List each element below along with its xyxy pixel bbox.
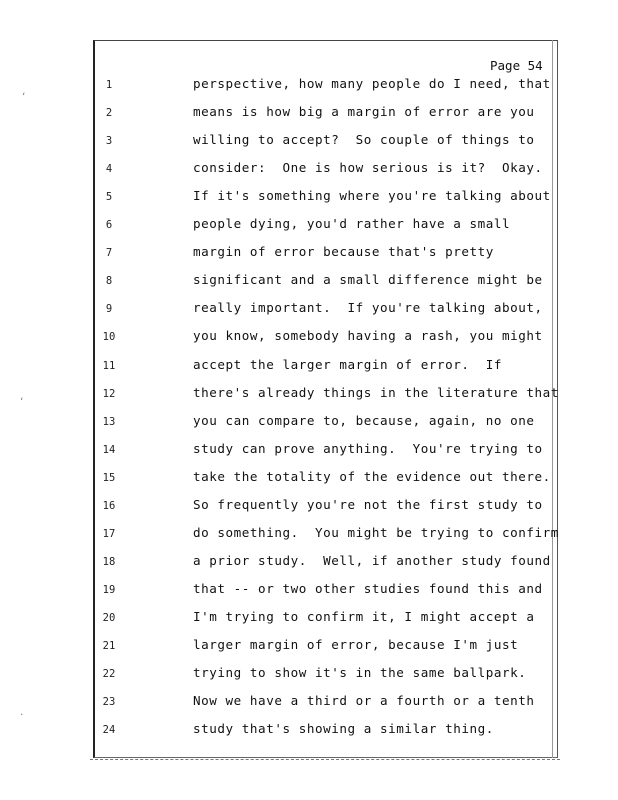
line-text: consider: One is how serious is it? Okay. [193,160,543,176]
line-number: 17 [102,527,116,540]
line-number: 6 [105,219,113,232]
line-number: 14 [102,443,116,456]
line-text: So frequently you're not the first study to [193,496,543,512]
line-number: 4 [105,163,113,176]
line-text: means is how big a margin of error are you [193,104,535,120]
transcript-line [0,553,618,571]
line-text: you know, somebody having a rash, you might [193,328,543,344]
transcript-line [0,469,618,487]
line-number: 18 [102,555,116,568]
transcript-line [0,104,618,122]
scan-speck: ʻ [20,395,24,408]
transcript-line [0,637,618,655]
line-text: I'm trying to confirm it, I might accept a [193,608,535,624]
line-number: 2 [105,107,113,120]
transcript-line [0,328,618,346]
line-text: study that's showing a similar thing. [193,721,494,737]
line-number: 15 [102,471,116,484]
transcript-line [0,609,618,627]
line-number: 20 [102,611,116,624]
line-number: 9 [105,303,113,316]
line-text: accept the larger margin of error. If [193,356,503,372]
line-number: 16 [102,499,116,512]
transcript-line [0,132,618,150]
transcript-line [0,216,618,234]
line-text: Now we have a third or a fourth or a tenth [193,693,535,709]
transcript-line [0,441,618,459]
transcript-line [0,272,618,290]
line-text: take the totality of the evidence out there. [193,468,551,484]
line-text: willing to accept? So couple of things to [193,132,535,148]
transcript-line [0,300,618,318]
line-text: do something. You might be trying to confirm [193,524,559,540]
transcript-line [0,497,618,515]
line-text: perspective, how many people do I need, that [193,76,551,91]
transcript-line [0,693,618,711]
transcript-line [0,357,618,375]
line-text: study can prove anything. You're trying to [193,440,543,456]
transcript-line [0,581,618,599]
line-number: 19 [102,583,116,596]
line-number: 22 [102,668,116,681]
line-text: significant and a small difference might be [193,272,543,288]
line-text: people dying, you'd rather have a small [193,216,511,232]
transcript-line [0,244,618,262]
transcript-line [0,721,618,739]
scan-speck: ʻ [22,90,26,103]
transcript-line [0,413,618,431]
line-number: 10 [102,331,116,344]
transcript-line [0,160,618,178]
transcript-line [0,76,618,94]
line-text: trying to show it's in the same ballpark. [193,665,527,681]
line-text: larger margin of error, because I'm just [193,637,519,652]
line-number: 3 [105,135,113,148]
line-number: 12 [102,387,116,400]
line-number: 23 [102,696,116,709]
line-number: 8 [105,275,113,288]
line-number: 21 [102,640,116,652]
scan-speck: · [20,708,24,721]
line-number: 5 [105,191,113,204]
line-text: a prior study. Well, if another study found [193,552,551,568]
line-text: really important. If you're talking about, [193,300,543,316]
transcript-line [0,665,618,683]
transcript-line [0,525,618,543]
line-number: 7 [105,247,113,260]
line-text: that -- or two other studies found this and [193,580,543,596]
bottom-edge-strip [90,759,560,763]
transcript-line [0,188,618,206]
page-number: Page 54 [490,58,543,73]
line-text: margin of error because that's pretty [193,244,494,260]
line-text: If it's something where you're talking about [193,188,551,204]
line-number: 24 [102,724,116,737]
line-text: you can compare to, because, again, no one [193,412,535,428]
line-number: 13 [102,415,116,428]
line-text: there's already things in the literature that [193,384,559,400]
transcript-line [0,385,618,403]
line-number: 11 [102,359,116,372]
line-number: 1 [105,79,113,91]
